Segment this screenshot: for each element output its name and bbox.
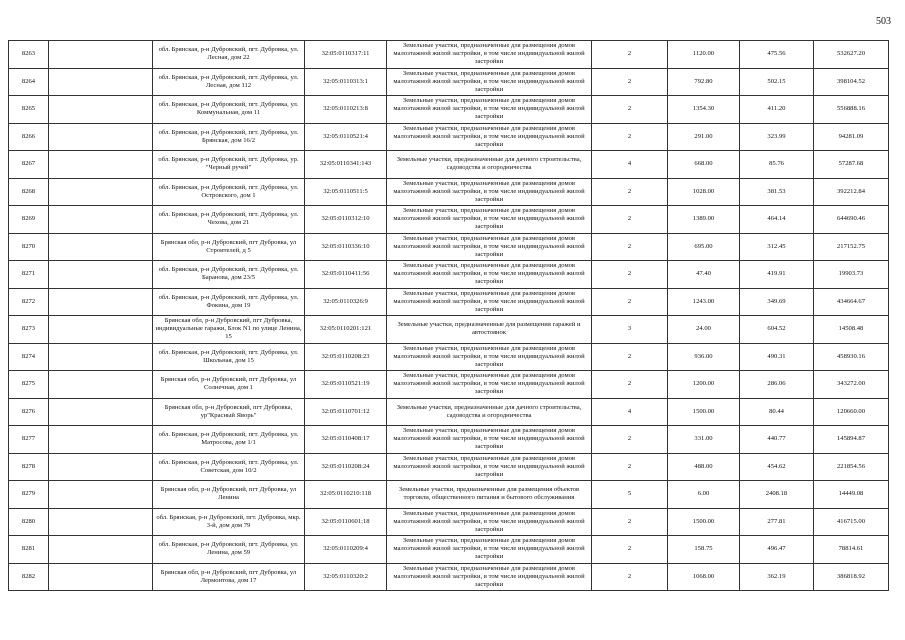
land-purpose-cell: Земельные участки, предназначенные для размещения домов малоэтажной жилой застройки, в том числе индивидуальной жилой застройки (387, 288, 592, 316)
cadastral-rate-cell: 381.53 (740, 178, 814, 206)
cadastral-rate-cell: 419.91 (740, 261, 814, 289)
row-number: 8270 (9, 233, 49, 261)
cadastral-number-cell: 32:05:0110411:56 (305, 261, 387, 289)
table-row (9, 151, 889, 179)
row-number: 8273 (9, 316, 49, 344)
table-row (9, 288, 889, 316)
group-code-cell: 2 (592, 453, 668, 481)
table-row (9, 481, 889, 509)
cadastral-value-cell: 416715.00 (814, 508, 889, 536)
area-cell: 6.00 (668, 481, 740, 509)
row-number: 8271 (9, 261, 49, 289)
table-row (9, 316, 889, 344)
blank-cell (49, 68, 153, 96)
land-purpose-cell: Земельные участки, предназначенные для размещения домов малоэтажной жилой застройки, в том числе индивидуальной жилой застройки (387, 41, 592, 69)
area-cell: 47.40 (668, 261, 740, 289)
row-number: 8280 (9, 508, 49, 536)
group-code-cell: 2 (592, 563, 668, 591)
address-cell: Брянская обл, р-н Дубровский, пгт Дубровка, ул Лермонтова, дом 17 (153, 563, 305, 591)
table-row (9, 123, 889, 151)
cadastral-number-cell: 32:05:0110701:12 (305, 398, 387, 426)
area-cell: 1389.00 (668, 206, 740, 234)
address-cell: обл. Брянская, р-н Дубровский, пгт. Дубровка, ул. Матросова, дом 1/1 (153, 426, 305, 454)
cadastral-value-cell: 14508.48 (814, 316, 889, 344)
group-code-cell: 2 (592, 288, 668, 316)
group-code-cell: 2 (592, 123, 668, 151)
land-registry-table (8, 40, 889, 591)
cadastral-rate-cell: 411.20 (740, 96, 814, 124)
row-number: 8267 (9, 151, 49, 179)
table-row (9, 536, 889, 564)
land-purpose-cell: Земельные участки, предназначенные для размещения домов малоэтажной жилой застройки, в том числе индивидуальной жилой застройки (387, 453, 592, 481)
blank-cell (49, 206, 153, 234)
table-row (9, 398, 889, 426)
cadastral-value-cell: 94281.09 (814, 123, 889, 151)
address-cell: обл. Брянская, р-н Дубровский, пгт. Дубровка, ул. Советская, дом 10/2 (153, 453, 305, 481)
group-code-cell: 2 (592, 426, 668, 454)
cadastral-number-cell: 32:05:0110213:8 (305, 96, 387, 124)
blank-cell (49, 288, 153, 316)
table-row (9, 68, 889, 96)
cadastral-value-cell: 14449.08 (814, 481, 889, 509)
area-cell: 331.00 (668, 426, 740, 454)
group-code-cell: 2 (592, 178, 668, 206)
area-cell: 1028.00 (668, 178, 740, 206)
group-code-cell: 2 (592, 508, 668, 536)
row-number: 8276 (9, 398, 49, 426)
cadastral-rate-cell: 85.76 (740, 151, 814, 179)
cadastral-number-cell: 32:05:0110336:10 (305, 233, 387, 261)
area-cell: 1500.00 (668, 508, 740, 536)
blank-cell (49, 178, 153, 206)
table-row (9, 508, 889, 536)
land-purpose-cell: Земельные участки, предназначенные для дачного строительства, садоводства и огородничества (387, 151, 592, 179)
cadastral-number-cell: 32:05:0110208:24 (305, 453, 387, 481)
blank-cell (49, 261, 153, 289)
land-purpose-cell: Земельные участки, предназначенные для размещения домов малоэтажной жилой застройки, в том числе индивидуальной жилой застройки (387, 68, 592, 96)
group-code-cell: 2 (592, 536, 668, 564)
row-number: 8278 (9, 453, 49, 481)
row-number: 8269 (9, 206, 49, 234)
cadastral-rate-cell: 323.99 (740, 123, 814, 151)
blank-cell (49, 536, 153, 564)
address-cell: Брянская обл, р-н Дубровский, пгт Дубровка, индивидуальные гаражи, Блок N1 по улице Ленина, 15 (153, 316, 305, 344)
group-code-cell: 4 (592, 151, 668, 179)
area-cell: 488.00 (668, 453, 740, 481)
land-purpose-cell: Земельные участки, предназначенные для размещения гаражей и автостоянок (387, 316, 592, 344)
table-row (9, 343, 889, 371)
address-cell: Брянская обл, р-н Дубровский, пгт Дубровка, ул Солнечная, дом 1 (153, 371, 305, 399)
land-purpose-cell: Земельные участки, предназначенные для размещения домов малоэтажной жилой застройки, в том числе индивидуальной жилой застройки (387, 536, 592, 564)
address-cell: обл. Брянская, р-н Дубровский, пгт. Дубровка, ул. Островского, дом 1 (153, 178, 305, 206)
cadastral-rate-cell: 454.62 (740, 453, 814, 481)
blank-cell (49, 123, 153, 151)
address-cell: Брянская обл, р-н Дубровский, пгт Дубровка, ул Строителей, д 5 (153, 233, 305, 261)
group-code-cell: 2 (592, 41, 668, 69)
table-row (9, 563, 889, 591)
cadastral-value-cell: 221854.56 (814, 453, 889, 481)
cadastral-number-cell: 32:05:0110320:2 (305, 563, 387, 591)
cadastral-value-cell: 434664.67 (814, 288, 889, 316)
group-code-cell: 4 (592, 398, 668, 426)
address-cell: Брянская обл, р-н Дубровский, пгт Дубровка, ул Ленина (153, 481, 305, 509)
blank-cell (49, 371, 153, 399)
table-row (9, 453, 889, 481)
blank-cell (49, 41, 153, 69)
cadastral-rate-cell: 312.45 (740, 233, 814, 261)
row-number: 8279 (9, 481, 49, 509)
address-cell: обл. Брянская, р-н Дубровский, пгт. Дубровка, ул. Коммунальная, дом 11 (153, 96, 305, 124)
cadastral-value-cell: 343272.00 (814, 371, 889, 399)
cadastral-rate-cell: 604.52 (740, 316, 814, 344)
cadastral-rate-cell: 362.19 (740, 563, 814, 591)
table-row (9, 426, 889, 454)
cadastral-rate-cell: 490.31 (740, 343, 814, 371)
blank-cell (49, 508, 153, 536)
area-cell: 24.00 (668, 316, 740, 344)
cadastral-value-cell: 145894.87 (814, 426, 889, 454)
cadastral-rate-cell: 502.15 (740, 68, 814, 96)
cadastral-value-cell: 217152.75 (814, 233, 889, 261)
cadastral-value-cell: 386818.92 (814, 563, 889, 591)
cadastral-number-cell: 32:05:0110209:4 (305, 536, 387, 564)
blank-cell (49, 96, 153, 124)
table-row (9, 261, 889, 289)
area-cell: 695.00 (668, 233, 740, 261)
table-row (9, 371, 889, 399)
row-number: 8275 (9, 371, 49, 399)
group-code-cell: 2 (592, 96, 668, 124)
land-purpose-cell: Земельные участки, предназначенные для размещения домов малоэтажной жилой застройки, в том числе индивидуальной жилой застройки (387, 178, 592, 206)
blank-cell (49, 453, 153, 481)
area-cell: 1354.30 (668, 96, 740, 124)
cadastral-value-cell: 57287.68 (814, 151, 889, 179)
cadastral-number-cell: 32:05:0110326:9 (305, 288, 387, 316)
blank-cell (49, 151, 153, 179)
area-cell: 1243.00 (668, 288, 740, 316)
cadastral-value-cell: 458930.16 (814, 343, 889, 371)
cadastral-number-cell: 32:05:0110601:18 (305, 508, 387, 536)
cadastral-rate-cell: 496.47 (740, 536, 814, 564)
land-purpose-cell: Земельные участки, предназначенные для размещения домов малоэтажной жилой застройки, в том числе индивидуальной жилой застройки (387, 563, 592, 591)
land-purpose-cell: Земельные участки, предназначенные для дачного строительства, садоводства и огородничества (387, 398, 592, 426)
address-cell: обл. Брянская, р-н Дубровский, пгт. Дубровка, мкр. 3-й, дом дом 79 (153, 508, 305, 536)
address-cell: обл. Брянская, р-н Дубровский, пгт. Дубровка, ул. Баранова, дом 23/5 (153, 261, 305, 289)
cadastral-rate-cell: 440.77 (740, 426, 814, 454)
land-purpose-cell: Земельные участки, предназначенные для размещения домов малоэтажной жилой застройки, в том числе индивидуальной жилой застройки (387, 426, 592, 454)
land-purpose-cell: Земельные участки, предназначенные для размещения объектов торговли, общественного питания и бытового обслуживания (387, 481, 592, 509)
row-number: 8264 (9, 68, 49, 96)
row-number: 8266 (9, 123, 49, 151)
address-cell: обл. Брянская, р-н Дубровский, пгт. Дубровка, ул. Школьная, дом 15 (153, 343, 305, 371)
cadastral-value-cell: 78814.61 (814, 536, 889, 564)
cadastral-rate-cell: 464.14 (740, 206, 814, 234)
area-cell: 1500.00 (668, 398, 740, 426)
cadastral-number-cell: 32:05:0110201:121 (305, 316, 387, 344)
land-purpose-cell: Земельные участки, предназначенные для размещения домов малоэтажной жилой застройки, в том числе индивидуальной жилой застройки (387, 261, 592, 289)
area-cell: 1068.00 (668, 563, 740, 591)
cadastral-number-cell: 32:05:0110408:17 (305, 426, 387, 454)
cadastral-number-cell: 32:05:0110521:19 (305, 371, 387, 399)
cadastral-value-cell: 120660.00 (814, 398, 889, 426)
group-code-cell: 2 (592, 261, 668, 289)
land-purpose-cell: Земельные участки, предназначенные для размещения домов малоэтажной жилой застройки, в том числе индивидуальной жилой застройки (387, 371, 592, 399)
group-code-cell: 5 (592, 481, 668, 509)
area-cell: 668.00 (668, 151, 740, 179)
blank-cell (49, 563, 153, 591)
address-cell: Брянская обл, р-н Дубровский, пгт Дубровка, ур"Красный Яворь" (153, 398, 305, 426)
cadastral-rate-cell: 277.81 (740, 508, 814, 536)
group-code-cell: 3 (592, 316, 668, 344)
row-number: 8281 (9, 536, 49, 564)
cadastral-value-cell: 392212.84 (814, 178, 889, 206)
group-code-cell: 2 (592, 68, 668, 96)
row-number: 8274 (9, 343, 49, 371)
land-purpose-cell: Земельные участки, предназначенные для размещения домов малоэтажной жилой застройки, в том числе индивидуальной жилой застройки (387, 206, 592, 234)
group-code-cell: 2 (592, 343, 668, 371)
row-number: 8277 (9, 426, 49, 454)
cadastral-value-cell: 556888.16 (814, 96, 889, 124)
page-number: 503 (876, 16, 891, 27)
group-code-cell: 2 (592, 371, 668, 399)
cadastral-number-cell: 32:05:0110313:1 (305, 68, 387, 96)
address-cell: обл. Брянская, р-н Дубровский, пгт. Дубровка, ул. Лесная, дом 22 (153, 41, 305, 69)
cadastral-number-cell: 32:05:0110521:4 (305, 123, 387, 151)
blank-cell (49, 481, 153, 509)
land-purpose-cell: Земельные участки, предназначенные для размещения домов малоэтажной жилой застройки, в том числе индивидуальной жилой застройки (387, 123, 592, 151)
address-cell: обл. Брянская, р-н Дубровский, пгт. Дубровка, ул. Фокина, дом 19 (153, 288, 305, 316)
area-cell: 158.75 (668, 536, 740, 564)
land-purpose-cell: Земельные участки, предназначенные для размещения домов малоэтажной жилой застройки, в том числе индивидуальной жилой застройки (387, 233, 592, 261)
blank-cell (49, 398, 153, 426)
cadastral-number-cell: 32:05:0110312:10 (305, 206, 387, 234)
cadastral-number-cell: 32:05:0110208:23 (305, 343, 387, 371)
cadastral-value-cell: 644690.46 (814, 206, 889, 234)
group-code-cell: 2 (592, 206, 668, 234)
area-cell: 291.00 (668, 123, 740, 151)
row-number: 8272 (9, 288, 49, 316)
cadastral-value-cell: 19903.73 (814, 261, 889, 289)
area-cell: 936.00 (668, 343, 740, 371)
table-row (9, 233, 889, 261)
row-number: 8263 (9, 41, 49, 69)
table-row (9, 96, 889, 124)
area-cell: 1120.00 (668, 41, 740, 69)
land-purpose-cell: Земельные участки, предназначенные для размещения домов малоэтажной жилой застройки, в том числе индивидуальной жилой застройки (387, 343, 592, 371)
cadastral-rate-cell: 349.69 (740, 288, 814, 316)
blank-cell (49, 233, 153, 261)
group-code-cell: 2 (592, 233, 668, 261)
table-row (9, 178, 889, 206)
row-number: 8265 (9, 96, 49, 124)
land-purpose-cell: Земельные участки, предназначенные для размещения домов малоэтажной жилой застройки, в том числе индивидуальной жилой застройки (387, 96, 592, 124)
cadastral-value-cell: 398104.52 (814, 68, 889, 96)
row-number: 8282 (9, 563, 49, 591)
table-row (9, 206, 889, 234)
cadastral-number-cell: 32:05:0110511:5 (305, 178, 387, 206)
cadastral-number-cell: 32:05:0110341:143 (305, 151, 387, 179)
row-number: 8268 (9, 178, 49, 206)
blank-cell (49, 426, 153, 454)
cadastral-rate-cell: 80.44 (740, 398, 814, 426)
cadastral-rate-cell: 475.56 (740, 41, 814, 69)
cadastral-number-cell: 32:05:0110317:11 (305, 41, 387, 69)
address-cell: обл. Брянская, р-н Дубровский, пгт. Дубровка, ул. Брянская, дом 16/2 (153, 123, 305, 151)
area-cell: 1200.00 (668, 371, 740, 399)
table-row (9, 41, 889, 69)
address-cell: обл. Брянская, р-н Дубровский, пгт. Дубровка, ур. "Черный ручей" (153, 151, 305, 179)
cadastral-number-cell: 32:05:0110210:118 (305, 481, 387, 509)
address-cell: обл. Брянская, р-н Дубровский, пгт. Дубровка, ул. Ленина, дом 59 (153, 536, 305, 564)
blank-cell (49, 343, 153, 371)
cadastral-rate-cell: 286.06 (740, 371, 814, 399)
area-cell: 792.80 (668, 68, 740, 96)
address-cell: обл. Брянская, р-н Дубровский, пгт. Дубровка, ул. Чехова, дом 21 (153, 206, 305, 234)
cadastral-rate-cell: 2408.18 (740, 481, 814, 509)
cadastral-value-cell: 532627.20 (814, 41, 889, 69)
blank-cell (49, 316, 153, 344)
land-purpose-cell: Земельные участки, предназначенные для размещения домов малоэтажной жилой застройки, в том числе индивидуальной жилой застройки (387, 508, 592, 536)
address-cell: обл. Брянская, р-н Дубровский, пгт. Дубровка, ул. Лесная, дом 112 (153, 68, 305, 96)
